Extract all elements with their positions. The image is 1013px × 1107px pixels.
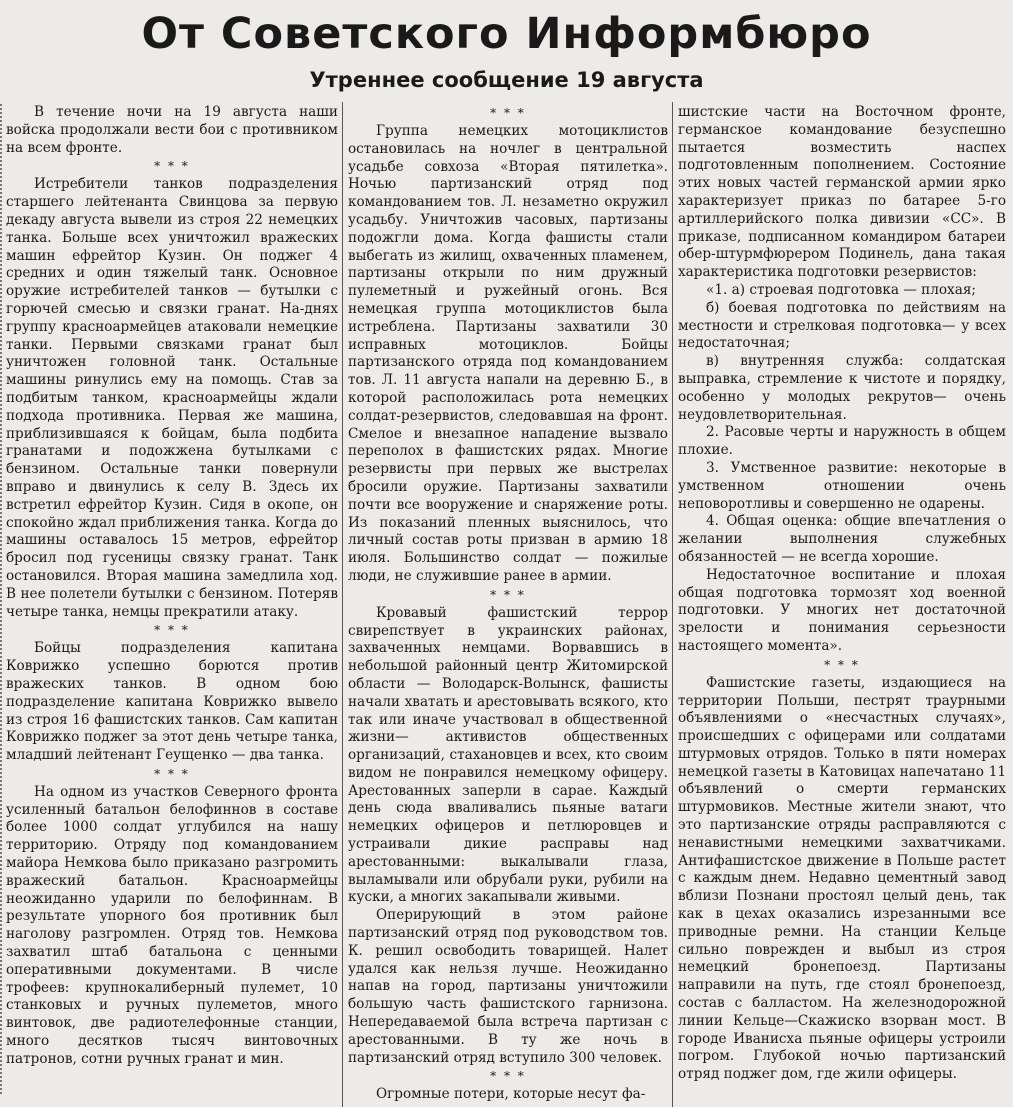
paragraph: Недостаточное воспитание и плохая общая подготовка тормозят ход военной подготовки. У многих нет достаточной зрелости и понимания серьезности настоящего момента». xyxy=(678,566,1006,654)
paragraph: Фашистские газеты, издающиеся на территории Польши, пестрят траурными объявлениями о «несчастных случаях», происшедших с офицерами или солдатами штурмовых отрядов. Только в пяти номерах немецкой газеты в Катовицах напечатано 11 объявлений о смерти германских штурмовиков. Местные жители знают, что это партизанские отряды расправляются с ненавистными немецкими захватчиками. Антифашистское движение в Польше растет с каждым днем. Недавно цементный завод вблизи Познани простоял целый день, так как в цехах оказались изрезанными все приводные ремни. На станции Кельце сильно поврежден и выбыл из строя немецкий бронепоезд. Партизаны направили на путь, где стоял бронепоезд, состав с балластом. На железнодорожной линии Кельце—Скажиско взорван мост. В городе Иванисха пьяные офицеры устроили погром. Глубокой ночью партизанский отряд поджег дом, где жили офицеры. xyxy=(678,674,1006,1083)
paragraph: 3. Умственное развитие: некоторые в умственном отношении очень неповоротливы и совершенно не одарены. xyxy=(678,459,1006,512)
article-column-2 xyxy=(348,104,668,1104)
separator-stars: * * * xyxy=(154,159,190,174)
article-column-1 xyxy=(6,104,338,1104)
paragraph: 2. Расовые черты и наружность в общем плохие. xyxy=(678,424,1006,459)
paragraph: Группа немецких мотоциклистов остановилась на ночлег в центральной усадьбе совхоза «Вторая пятилетка». Ночью партизанский отряд под командованием тов. Л. незаметно окружил усадьбу. Уничтожив часовых, партизаны подожгли дома. Когда фашисты стали выбегать из жилищ, охваченных пламенем, партизаны открыли по ним дружный пулеметный и ружейный огонь. Вся немецкая группа мотоциклистов была истреблена. Партизаны захватили 30 исправных мотоциклов. Бойцы партизанского отряда под командованием тов. Л. 11 августа напали на деревню Б., в которой расположилась рота немецких солдат-резервистов, следовавшая на фронт. Смелое и внезапное нападение вызвало переполох в фашистских рядах. Многие резервисты при первых же выстрелах бросили оружие. Партизаны захватили почти все вооружение и снаряжение роты. Из показаний пленных выяснилось, что личный состав роты призван в армию 18 июля. Большинство солдат — пожилые люди, не служившие ранее в армии. xyxy=(348,123,668,584)
article-column-3 xyxy=(678,104,1006,1104)
paragraph: Бойцы подразделения капитана Коврижко успешно борются против вражеских танков. В одном бою подразделение капитана Коврижко вывело из строя 16 фашистских танков. Сам капитан Коврижко поджег за этот день четыре танка, младший лейтенант Геущенко — два танка. xyxy=(6,640,338,764)
separator-stars: * * * xyxy=(154,766,190,781)
paragraph: Оперирующий в этом районе партизанский отряд под руководством тов. К. решил освободить товарищей. Налет удался как нельзя лучше. Неожиданно напав на город, партизаны уничтожили большую часть фашистского гарнизона. Непередаваемой была встреча партизан с арестованными. В ту же ночь в партизанский отряд вступило 300 человек. xyxy=(348,907,668,1066)
paragraph: шистские части на Восточном фронте, германское командование безуспешно пытается возместить наспех подготовленным пополнением. Состояние этих новых частей германской армии ярко характеризует приказ по батарее 5-го артиллерийского полка дивизии «СС». В приказе, подписанном командиром батареи обер-штурмфюрером Подинель, дана такая характеристика подготовки резервистов: xyxy=(678,104,1006,281)
paragraph: в) внутренняя служба: солдатская выправка, стремление к чистоте и порядку, особенно у молодых рекрутов— очень неудовлетворительная. xyxy=(678,353,1006,423)
column-rule xyxy=(672,102,673,1107)
column-rule xyxy=(342,102,343,1107)
left-page-edge xyxy=(0,104,5,1094)
paragraph: В течение ночи на 19 августа наши войска продолжали вести бои с противником на всем фронте. xyxy=(6,104,338,156)
separator-stars: * * * xyxy=(154,623,190,638)
paragraph: Истребители танков подразделения старшего лейтенанта Свинцова за первую декаду августа вывели из строя 22 немецких танка. Больше всех уничтожил вражеских машин ефрейтор Кузин. Он поджег 4 средних и один тяжелый танк. Основное оружие истребителей танков — бутылки с горючей смесью и связки гранат. На-днях группу красноармейцев атаковали немецкие танки. Первыми связками гранат был уничтожен головной танк. Остальные машины ринулись ему на помощь. Став за подбитым танком, красноармейцы ждали подхода противника. Первая же машина, приблизившаяся к бойцам, была подбита гранатами и подожжена бутылками с бензином. Остальные танки повернули вправо и двинулись к селу В. Здесь их встретил ефрейтор Кузин. Сидя в окопе, он спокойно ждал приближения танка. Когда до машины оставалось 15 метров, ефрейтор бросил под гусеницы связку гранат. Танк остановился. Вторая машина замедлила ход. В нее полетели бутылки с бензином. Потеряв четыре танка, немцы прекратили атаку. xyxy=(6,176,338,620)
paragraph: 4. Общая оценка: общие впечатления о желании выполнения служебных обязанностей — не всегда хорошие. xyxy=(678,513,1006,565)
separator-stars: * * * xyxy=(490,106,526,120)
separator-stars: * * * xyxy=(824,657,860,672)
paragraph: На одном из участков Северного фронта усиленный батальон белофиннов в составе более 1000 солдат углубился на нашу территорию. Отряду под командованием майора Немкова было приказано разгромить вражеский батальон. Красноармейцы неожиданно ударили по белофиннам. В результате упорного боя противник был наголову разгромлен. Отряд тов. Немкова захватил штаб батальона с ценными оперативными документами. В числе трофеев: крупнокалиберный пулемет, 10 станковых и ручных пулеметов, много винтовок, две радиотелефонные станции, много десятков тысяч винтовочных патронов, сотни ручных гранат и мин. xyxy=(6,783,338,1067)
paragraph: Кровавый фашистский террор свирепствует в украинских районах, захваченных немцами. Ворвавшись в небольшой районный центр Житомирской области — Володарск-Волынск, фашисты начали хватать и арестовывать всякого, кто так или иначе участвовал в общественной жизни— активистов общественных организаций, стахановцев и всех, кто своим видом не понравился немецкому офицеру. Арестованных заперли в сарае. Каждый день сюда вваливались пьяные ватаги немецких офицеров и петлюровцев и устраивали дикие расправы над арестованными: выкалывали глаза, выламывали или обрубали руки, рубили на куски, а многих закапывали живыми. xyxy=(348,604,668,906)
separator-stars: * * * xyxy=(490,1069,526,1084)
paragraph: «1. а) строевая подготовка — плохая; xyxy=(706,281,976,298)
page-subtitle: Утреннее сообщение 19 августа xyxy=(309,68,704,92)
separator-stars: * * * xyxy=(490,587,526,602)
page-title: От Советского Информбюро xyxy=(141,9,872,59)
paragraph: б) боевая подготовка по действиям на местности и стрелковая подготовка— у всех недостаточная; xyxy=(678,299,1006,352)
paragraph: Огромные потери, которые несут фа- xyxy=(376,1086,646,1103)
